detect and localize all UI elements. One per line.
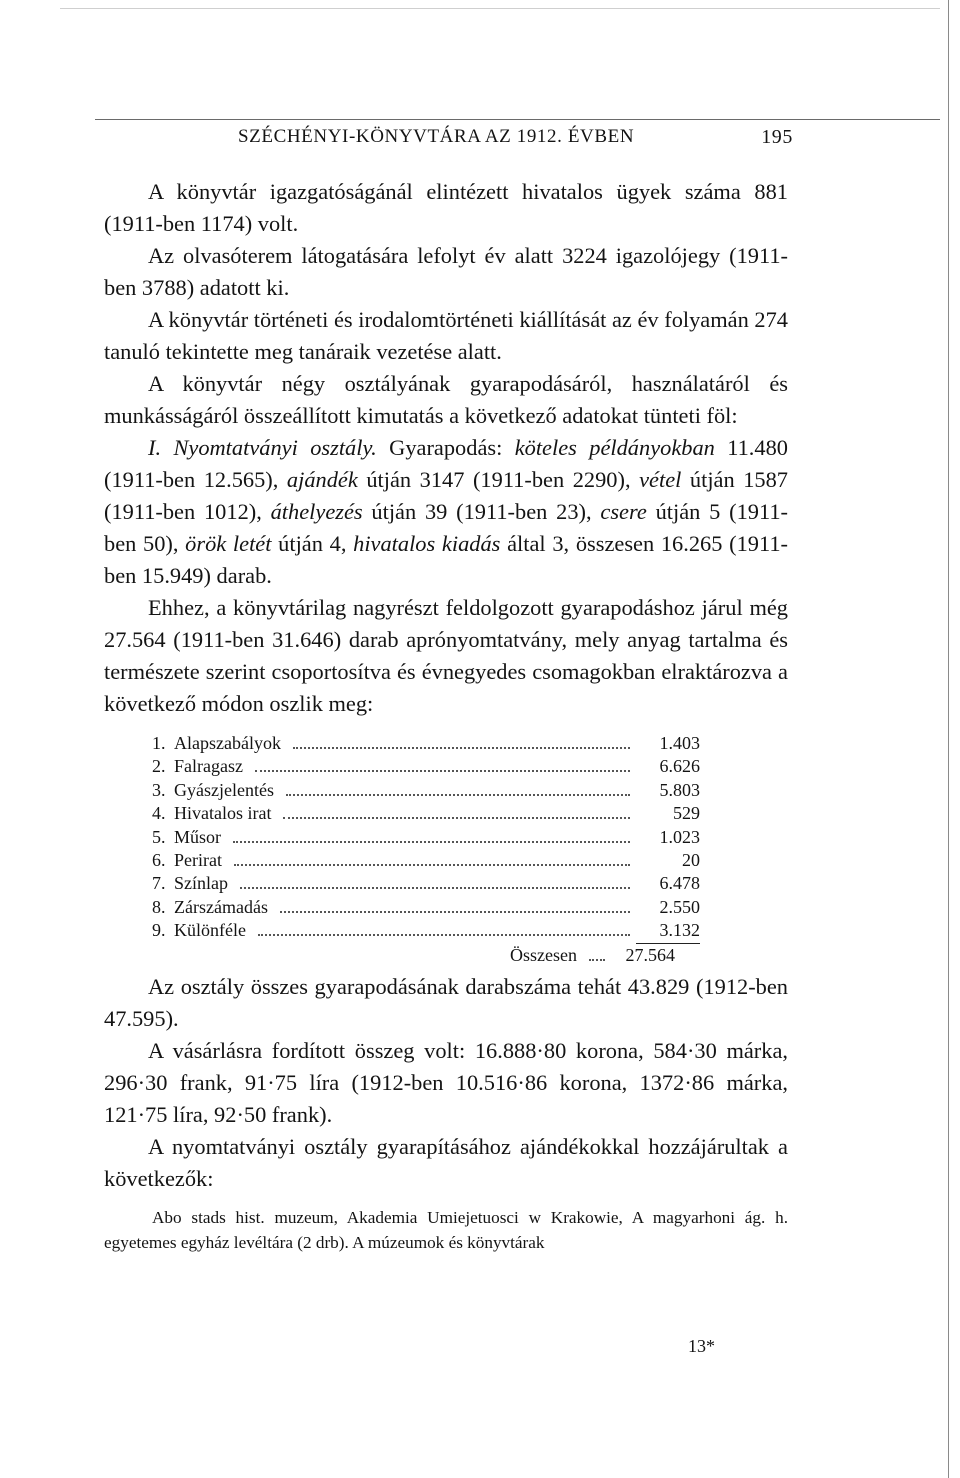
italic-term: csere	[600, 499, 647, 524]
row-label: Különféle	[174, 920, 246, 941]
leader-dots	[283, 816, 630, 819]
total-label: Összesen	[510, 944, 577, 965]
row-value: 6.626	[659, 756, 700, 777]
italic-term: örök letét	[185, 531, 272, 556]
paragraph-official-cases: A könyvtár igazgatóságánál elintézett hivatalos ügyek száma 881 (1911-ben 1174) volt.	[104, 179, 788, 236]
department-heading: I. Nyomtatványi osztály.	[148, 435, 377, 460]
row-label: Színlap	[174, 873, 228, 894]
leader-dots	[233, 840, 630, 843]
row-label: Falragasz	[174, 756, 243, 777]
row-label: Perirat	[174, 850, 222, 871]
row-value: 1.023	[659, 826, 700, 847]
text-span: útján 1587 (1911-ben 1012),	[104, 467, 788, 524]
row-label: Hivatalos irat	[174, 803, 272, 824]
signature-mark: 13*	[688, 1336, 715, 1356]
text-span: útján 4,	[271, 531, 354, 556]
leader-dots	[240, 886, 630, 889]
paragraph-departments: A könyvtár négy osztályának gyarapodásáról, használatáról és munkásságáról összeállított kimutatás a következő adatokat tünteti föl:	[104, 371, 788, 428]
leader-dots	[255, 769, 630, 772]
row-label: Alapszabályok	[174, 733, 281, 753]
italic-term: vétel	[639, 467, 682, 492]
italic-term: köteles példányokban	[514, 435, 715, 460]
row-value: 6.478	[659, 873, 700, 894]
row-value: 5.803	[659, 779, 700, 800]
row-label: Műsor	[174, 826, 222, 847]
row-value: 529	[673, 803, 700, 824]
row-label: Gyászjelentés	[174, 779, 274, 800]
running-header	[238, 126, 793, 154]
italic-term: áthelyezés	[270, 499, 363, 524]
table-row	[152, 779, 700, 802]
row-number: 2.	[152, 756, 166, 777]
table-row	[152, 755, 700, 778]
row-value: 20	[682, 850, 700, 871]
leader-dots	[280, 910, 630, 913]
text-span: útján 5 (1911-ben 50),	[104, 499, 788, 556]
italic-term: hivatalos kiadás	[353, 531, 501, 556]
table-row	[152, 849, 700, 872]
row-number: 4.	[152, 803, 166, 824]
row-number: 7.	[152, 873, 166, 894]
table-row	[152, 732, 700, 755]
row-value: 3.132	[636, 919, 700, 943]
total-value: 27.564	[625, 944, 675, 965]
table-row	[152, 872, 700, 895]
scan-edge-right	[948, 0, 949, 1478]
paragraph-small-prints: Ehhez, a könyvtárilag nagyrészt feldolgozott gyarapodáshoz járul még 27.564 (1911-ben 31.646) darab aprónyomtatvány, mely anyag tartalma és természete szerint csoportosítva és évnegyedes csomagokban elraktározva a következő módon oszlik meg:	[104, 595, 788, 716]
text-span: útján 39 (1911-ben 23),	[362, 499, 601, 524]
paragraph-exhibition: A könyvtár történeti és irodalomtörténeti kiállítását az év folyamán 274 tanuló tekintette meg tanáraik vezetése alatt.	[104, 307, 788, 364]
table-row	[152, 919, 700, 943]
leader-dots	[234, 863, 630, 866]
paragraph-total-growth: Az osztály összes gyarapodásának darabszáma tehát 43.829 (1912-ben 47.595).	[104, 974, 788, 1032]
scan-edge-top	[60, 8, 940, 9]
leader-dots	[589, 958, 605, 961]
table-total-row	[152, 944, 700, 967]
row-value: 1.403	[659, 733, 700, 753]
text-span: 11.480 (1911-ben 12.565),	[104, 435, 788, 492]
leader-dots	[293, 746, 630, 749]
table-row	[152, 802, 700, 825]
header-rule	[95, 119, 940, 120]
row-number: 1.	[152, 733, 166, 753]
donor-list-text: Abo stads hist. muzeum, Akademia Umiejetuosci w Krakowie, A magyarhoni ág. h. egyetemes egyház levéltára (2 drb). A múzeumok és könyvtárak	[104, 1208, 788, 1253]
leader-dots	[286, 793, 630, 796]
page-number: 195	[761, 126, 793, 148]
running-title: SZÉCHÉNYI-KÖNYVTÁRA AZ 1912. ÉVBEN	[238, 126, 635, 147]
row-label: Zárszámadás	[174, 896, 268, 917]
row-number: 9.	[152, 920, 166, 941]
text-span: által 3, összesen 16.265 (1911-ben 15.949) darab.	[104, 531, 789, 588]
row-number: 6.	[152, 850, 166, 871]
row-number: 3.	[152, 779, 166, 800]
row-number: 5.	[152, 826, 166, 847]
paragraph-print-department	[104, 432, 788, 592]
body-text	[104, 176, 788, 1255]
row-number: 8.	[152, 896, 166, 917]
small-prints-table	[152, 732, 700, 967]
table-row	[152, 826, 700, 849]
italic-term: ajándék	[286, 467, 358, 492]
leader-dots	[258, 933, 630, 936]
row-value: 2.550	[659, 896, 700, 917]
table-row	[152, 896, 700, 919]
text-span: útján 3147 (1911-ben 2290),	[357, 467, 640, 492]
paragraph-donors-intro: A nyomtatványi osztály gyarapításához ajándékokkal hozzájárultak a következők:	[104, 1134, 788, 1192]
paragraph-reading-room: Az olvasóterem látogatására lefolyt év alatt 3224 igazolójegy (1911-ben 3788) adatott ki.	[104, 243, 788, 300]
paragraph-purchase-amount: A vásárlásra fordított összeg volt: 16.888·80 korona, 584·30 márka, 296·30 frank, 91·75 líra (1912-ben 10.516·86 korona, 1372·86 márka, 121·75 líra, 92·50 frank).	[104, 1038, 788, 1128]
text-span: Gyarapodás:	[376, 435, 515, 460]
